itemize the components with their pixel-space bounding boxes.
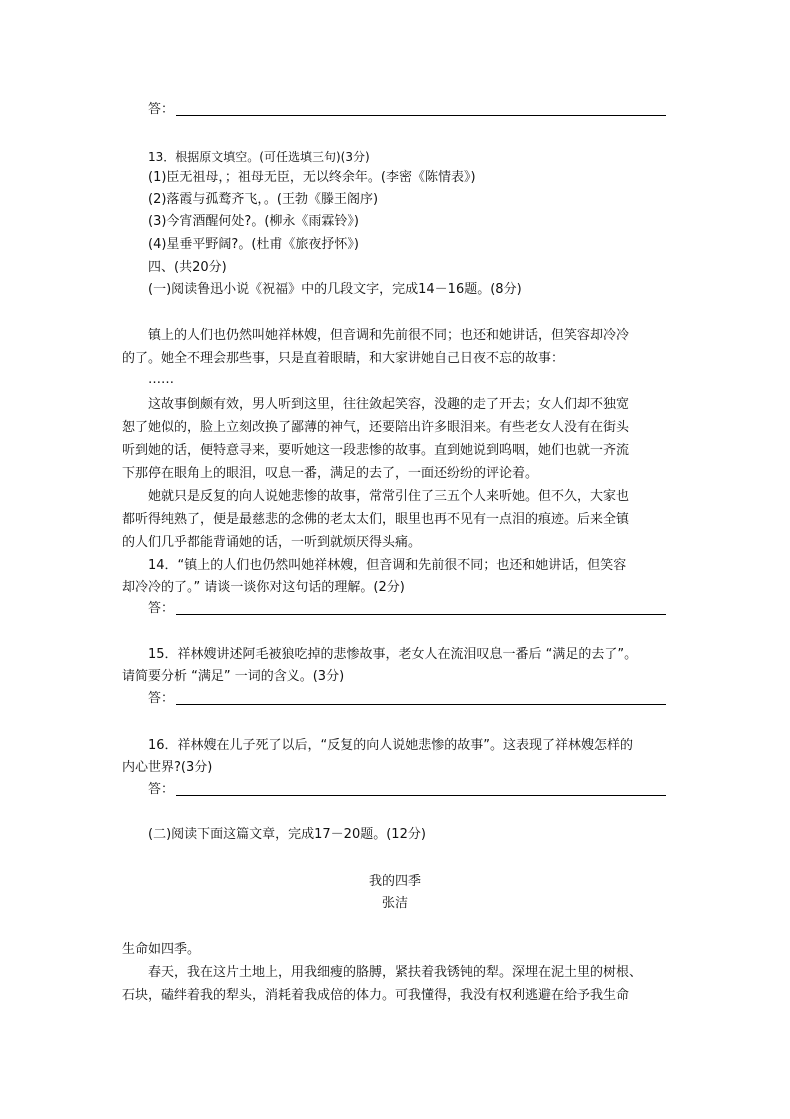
passage-line: 听到她的话，便特意寻来，要听她这一段悲惨的故事。直到她说到呜咽，她们也就一齐流 [122,443,630,458]
q16-line-1: 16．祥林嫂在儿子死了以后，“反复的向人说她悲惨的故事”。这表现了祥林嫂怎样的 [148,738,634,753]
answer-rule [176,795,666,796]
answer-label: 答： [148,691,175,706]
part1-intro: (一)阅读鲁迅小说《祝福》中的几段文字，完成14－16题。(8分) [148,282,522,297]
passage-line: 的人们几乎都能背诵她的话，一听到就烦厌得头痛。 [122,535,422,550]
q13-item-1: (1)臣无祖母，；祖母无臣，无以终余年。(李密《陈情表》) [148,170,476,185]
q15-line-2: 请简要分析 “满足” 一词的含义。(3分) [122,669,345,684]
q14-line-1: 14．“镇上的人们也仍然叫她祥林嫂，但音调和先前很不同；也还和她讲话，但笑容 [148,558,627,573]
article-author: 张洁 [381,896,408,911]
passage-ellipsis: …… [148,372,174,387]
section-heading: 四、(共20分) [148,260,227,275]
passage-line: 下那停在眼角上的眼泪，叹息一番，满足的去了，一面还纷纷的评论着。 [122,466,539,481]
article-title: 我的四季 [368,874,421,889]
passage-line: 镇上的人们也仍然叫她祥林嫂，但音调和先前很不同；也还和她讲话，但笑容却冷冷 [148,328,630,343]
passage-line: 都听得纯熟了，便是最慈悲的念佛的老太太们，眼里也再不见有一点泪的痕迹。后来全镇 [122,512,630,527]
passage-line: 这故事倒颇有效，男人听到这里，往往敛起笑容，没趣的走了开去；女人们却不独宽 [148,397,630,412]
q13-item-3: (3)今宵酒醒何处?。(柳永《雨霖铃》) [148,214,359,229]
passage-line: 她就只是反复的向人说她悲惨的故事，常常引住了三五个人来听她。但不久，大家也 [148,489,630,504]
article-line: 石块，磕绊着我的犁头，消耗着我成倍的体力。可我懂得，我没有权利逃避在给予我生命 [122,988,630,1003]
q16-line-2: 内心世界?(3分) [122,760,213,775]
answer-rule [176,115,666,116]
article-line: 春天，我在这片土地上，用我细瘦的胳膊，紧扶着我锈钝的犁。深埋在泥土里的树根、 [148,965,643,980]
passage-line: 恕了她似的，脸上立刻改换了鄙薄的神气，还要陪出许多眼泪来。有些老女人没有在街头 [122,420,630,435]
q13-item-2: (2)落霞与孤鹜齐飞，。(王勃《滕王阁序) [148,192,379,207]
q13-prompt: 13．根据原文填空。(可任选填三句)(3分) [148,150,370,164]
answer-label: 答： [148,102,175,117]
answer-rule [176,614,666,615]
part2-intro: (二)阅读下面这篇文章，完成17－20题。(12分) [148,827,426,842]
answer-rule [176,704,666,705]
passage-line: 的了。她全不理会那些事，只是直着眼睛，和大家讲她自己日夜不忘的故事： [122,351,565,366]
answer-label: 答： [148,601,175,616]
q15-line-1: 15．祥林嫂讲述阿毛被狼吃掉的悲惨故事，老女人在流泪叹息一番后 “满足的去了”。 [148,647,638,662]
q13-item-4: (4)星垂平野阔?。(杜甫《旅夜抒怀》) [148,237,359,252]
article-paragraph: 生命如四季。 [122,942,201,957]
answer-label: 答： [148,782,175,797]
q14-line-2: 却冷冷的了。” 请谈一谈你对这句话的理解。(2分) [122,580,405,595]
